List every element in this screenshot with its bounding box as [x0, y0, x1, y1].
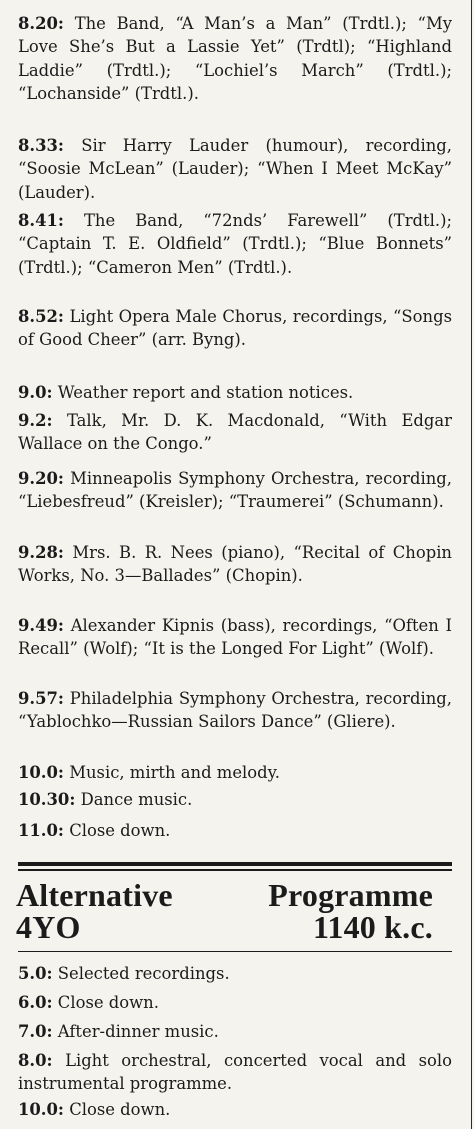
- entry-text: Philadelphia Symphony Orchestra, recording, “Yablochko—Russian Sailors Dance” (Gliere).: [18, 689, 452, 732]
- programme-entry: [18, 381, 452, 404]
- entry-text: Minneapolis Symphony Orchestra, recording, “Liebesfreud” (Kreisler); “Traumerei” (Schumann).: [18, 469, 452, 512]
- alt-header-right-line2: 1140 k.c.: [312, 909, 433, 945]
- entry-time: 10.0:: [18, 1100, 64, 1119]
- entry-text: The Band, “A Man’s a Man” (Trdtl.); “My Love She’s But a Lassie Yet” (Trdtl); “Highland Laddie” (Trdtl.); “Lochiel’s March” (Trdtl.); “Lochanside” (Trdtl.).: [18, 14, 452, 104]
- entry-time: 8.33:: [18, 136, 64, 155]
- entry-text: Alexander Kipnis (bass), recordings, “Often I Recall” (Wolf); “It is the Longed For Light” (Wolf).: [18, 616, 452, 659]
- entry-text: Sir Harry Lauder (humour), recording, “Soosie McLean” (Lauder); “When I Meet McKay” (Lauder).: [18, 136, 452, 202]
- programme-entry: [18, 819, 452, 842]
- entry-time: 9.49:: [18, 616, 64, 635]
- entry-time: 8.41:: [18, 211, 64, 230]
- programme-entry: [18, 134, 452, 204]
- entry-time: 9.0:: [18, 383, 53, 402]
- entry-time: 9.20:: [18, 469, 64, 488]
- programme-entry: [18, 614, 452, 661]
- entry-time: 6.0:: [18, 993, 53, 1012]
- alt-programme-entry: [18, 1049, 452, 1096]
- programme-entry: [18, 409, 452, 456]
- section-rule-under-header: [18, 951, 452, 952]
- entry-time: 8.52:: [18, 307, 64, 326]
- column-border: [471, 0, 472, 1129]
- alt-programme-entry: [18, 1020, 452, 1043]
- entry-time: 8.20:: [18, 14, 64, 33]
- entry-text: Selected recordings.: [57, 964, 230, 983]
- entry-time: 9.57:: [18, 689, 64, 708]
- programme-entry: [18, 12, 452, 106]
- entry-text: Close down.: [69, 1100, 171, 1119]
- alt-header-left-line2: 4YO: [16, 909, 81, 945]
- programme-entry: [18, 467, 452, 514]
- entry-text: Weather report and station notices.: [57, 383, 354, 402]
- alt-programme-entry: [18, 1098, 452, 1121]
- alt-header-right-line1: Programme: [268, 877, 433, 913]
- entry-text: Close down.: [57, 993, 159, 1012]
- programme-entry: [18, 541, 452, 588]
- alt-header-left-line1: Alternative: [16, 877, 173, 913]
- programme-entry: [18, 209, 452, 279]
- entry-text: Light orchestral, concerted vocal and solo instrumental programme.: [18, 1051, 453, 1094]
- entry-text: After-dinner music.: [57, 1022, 219, 1041]
- entry-text: Dance music.: [80, 790, 193, 809]
- programme-entry: [18, 788, 452, 811]
- entry-text: The Band, “72nds’ Farewell” (Trdtl.); “Captain T. E. Oldfield” (Trdtl.); “Blue Bonnets” (Trdtl.); “Cameron Men” (Trdtl.).: [18, 211, 452, 277]
- entry-text: Light Opera Male Chorus, recordings, “Songs of Good Cheer” (arr. Byng).: [18, 307, 452, 350]
- entry-text: Mrs. B. R. Nees (piano), “Recital of Chopin Works, No. 3—Ballades” (Chopin).: [18, 543, 452, 586]
- entry-time: 10.0:: [18, 763, 64, 782]
- entry-time: 11.0:: [18, 821, 64, 840]
- entry-time: 5.0:: [18, 964, 53, 983]
- entry-text: Talk, Mr. D. K. Macdonald, “With Edgar Wallace on the Congo.”: [18, 411, 453, 454]
- alt-programme-entry: [18, 962, 452, 985]
- programme-entry: [18, 687, 452, 734]
- section-rule-thick: [18, 862, 452, 866]
- entry-time: 10.30:: [18, 790, 76, 809]
- entry-time: 9.2:: [18, 411, 53, 430]
- entry-time: 8.0:: [18, 1051, 53, 1070]
- alt-programme-entry: [18, 991, 452, 1014]
- entry-time: 7.0:: [18, 1022, 53, 1041]
- section-rule-thin: [18, 869, 452, 871]
- programme-entry: [18, 761, 452, 784]
- entry-text: Music, mirth and melody.: [69, 763, 280, 782]
- programme-entry: [18, 305, 452, 352]
- entry-time: 9.28:: [18, 543, 64, 562]
- entry-text: Close down.: [69, 821, 171, 840]
